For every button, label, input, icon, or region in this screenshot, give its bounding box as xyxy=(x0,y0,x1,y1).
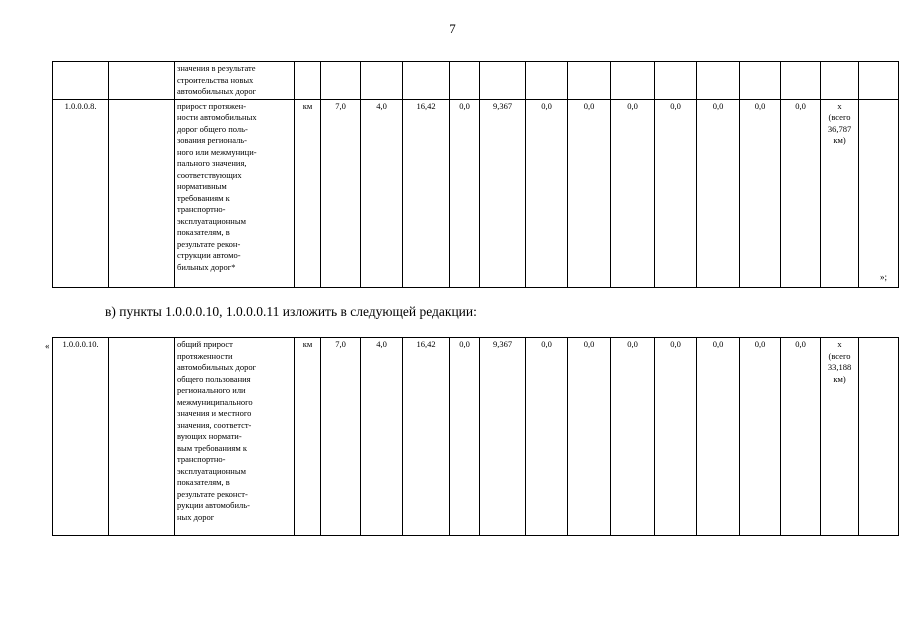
text-line: ности автомобильных xyxy=(177,112,257,122)
text-line: 36,787 xyxy=(827,123,852,134)
text-line: протяженности xyxy=(177,350,233,361)
value-cell: 4,0 xyxy=(361,338,403,536)
text-line: результате рекон- xyxy=(177,238,241,249)
text-line: значения и местного xyxy=(177,408,252,418)
unit-cell: км xyxy=(295,99,321,287)
text-line: ного или межмуници- xyxy=(177,146,257,157)
empty-cell xyxy=(109,62,175,100)
text-line: км) xyxy=(833,135,846,145)
text-line: соответствующих xyxy=(177,169,242,180)
text-line: нормативным xyxy=(177,181,227,191)
text-line: зования региональ- xyxy=(177,135,248,145)
value-cell: 0,0 xyxy=(740,99,781,287)
value-cell xyxy=(450,62,480,100)
text-line: дорог общего поль- xyxy=(177,123,248,134)
text-line: эксплуатационным xyxy=(177,465,246,476)
value-cell xyxy=(403,62,450,100)
value-cell xyxy=(655,62,697,100)
page-number: 7 xyxy=(449,21,456,36)
value-cell: 0,0 xyxy=(526,99,568,287)
value-cell xyxy=(361,62,403,100)
total-cell xyxy=(821,99,859,287)
value-cell: 0,0 xyxy=(526,338,568,536)
table-row xyxy=(53,338,899,536)
text-line: бильных дорог* xyxy=(177,261,236,272)
empty-cell xyxy=(109,338,175,536)
value-cell xyxy=(740,62,781,100)
table-row-continued xyxy=(53,62,899,100)
value-cell: 9,367 xyxy=(480,99,526,287)
table-row xyxy=(53,99,899,287)
program-table-2 xyxy=(52,337,899,536)
text-line: вым требованиям к xyxy=(177,442,247,453)
value-cell: 9,367 xyxy=(480,338,526,536)
text-line: прирост протяжен- xyxy=(177,100,247,111)
text-line: транспортно- xyxy=(177,454,226,464)
text-line: регионального или xyxy=(177,385,246,395)
value-cell xyxy=(526,62,568,100)
text-line: пального значения, xyxy=(177,158,247,168)
value-cell xyxy=(821,62,859,100)
code-cell: 1.0.0.0.10. xyxy=(53,338,109,536)
value-cell: 0,0 xyxy=(450,338,480,536)
value-cell: 7,0 xyxy=(321,99,361,287)
text-line: значения в результате xyxy=(177,63,256,73)
text-line: (всего xyxy=(828,350,851,361)
total-cell xyxy=(859,62,899,100)
empty-cell xyxy=(859,99,899,287)
value-cell: 0,0 xyxy=(611,338,655,536)
empty-cell xyxy=(859,338,899,536)
text-line: ных дорог xyxy=(177,511,215,522)
text-line: общего пользования xyxy=(177,373,251,384)
value-cell: 16,42 xyxy=(403,99,450,287)
text-line: х xyxy=(837,339,842,349)
value-cell: 0,0 xyxy=(568,99,611,287)
empty-cell xyxy=(109,99,175,287)
text-line: эксплуатационным xyxy=(177,215,246,226)
total-cell xyxy=(821,338,859,536)
value-cell: 4,0 xyxy=(361,99,403,287)
value-cell: 0,0 xyxy=(781,338,821,536)
indicator-text-cell xyxy=(175,62,295,100)
text-line: требованиям к xyxy=(177,192,230,203)
code-cell xyxy=(53,62,109,100)
value-cell xyxy=(480,62,526,100)
text-line: 33,188 xyxy=(827,362,852,372)
value-cell: 7,0 xyxy=(321,338,361,536)
value-cell xyxy=(697,62,740,100)
program-table-1 xyxy=(52,61,899,288)
text-line: вующих нормати- xyxy=(177,431,242,441)
value-cell xyxy=(321,62,361,100)
section-heading: в) пункты 1.0.0.0.10, 1.0.0.0.11 изложить в следующей редакции: xyxy=(105,304,477,319)
text-line: (всего xyxy=(828,112,851,122)
text-line: рукции автомобиль- xyxy=(177,500,251,510)
opening-quote: « xyxy=(45,341,50,351)
unit-cell: км xyxy=(295,338,321,536)
value-cell: 16,42 xyxy=(403,338,450,536)
text-line: автомобильных дорог xyxy=(177,86,257,96)
text-line: результате реконст- xyxy=(177,488,248,499)
text-line: строительства новых xyxy=(177,74,254,85)
closing-quote: »; xyxy=(880,272,888,282)
value-cell: 0,0 xyxy=(450,99,480,287)
text-line: транспортно- xyxy=(177,204,226,214)
text-line: межмуниципального xyxy=(177,396,253,407)
text-line: значения, соответст- xyxy=(177,419,252,430)
code-cell: 1.0.0.0.8. xyxy=(53,99,109,287)
value-cell: 0,0 xyxy=(655,99,697,287)
indicator-text-cell xyxy=(175,99,295,287)
value-cell xyxy=(611,62,655,100)
value-cell: 0,0 xyxy=(697,338,740,536)
value-cell: 0,0 xyxy=(568,338,611,536)
value-cell: 0,0 xyxy=(655,338,697,536)
text-line: струкции автомо- xyxy=(177,250,241,260)
value-cell: 0,0 xyxy=(611,99,655,287)
unit-cell xyxy=(295,62,321,100)
text-line: показателям, в xyxy=(177,477,230,487)
value-cell xyxy=(568,62,611,100)
text-line: х xyxy=(837,100,842,111)
value-cell: 0,0 xyxy=(781,99,821,287)
value-cell: 0,0 xyxy=(740,338,781,536)
value-cell xyxy=(781,62,821,100)
text-line: показателям, в xyxy=(177,227,230,237)
text-line: общий прирост xyxy=(177,339,233,349)
value-cell: 0,0 xyxy=(697,99,740,287)
text-line: автомобильных дорог xyxy=(177,362,257,372)
indicator-text-cell xyxy=(175,338,295,536)
text-line: км) xyxy=(833,373,846,384)
